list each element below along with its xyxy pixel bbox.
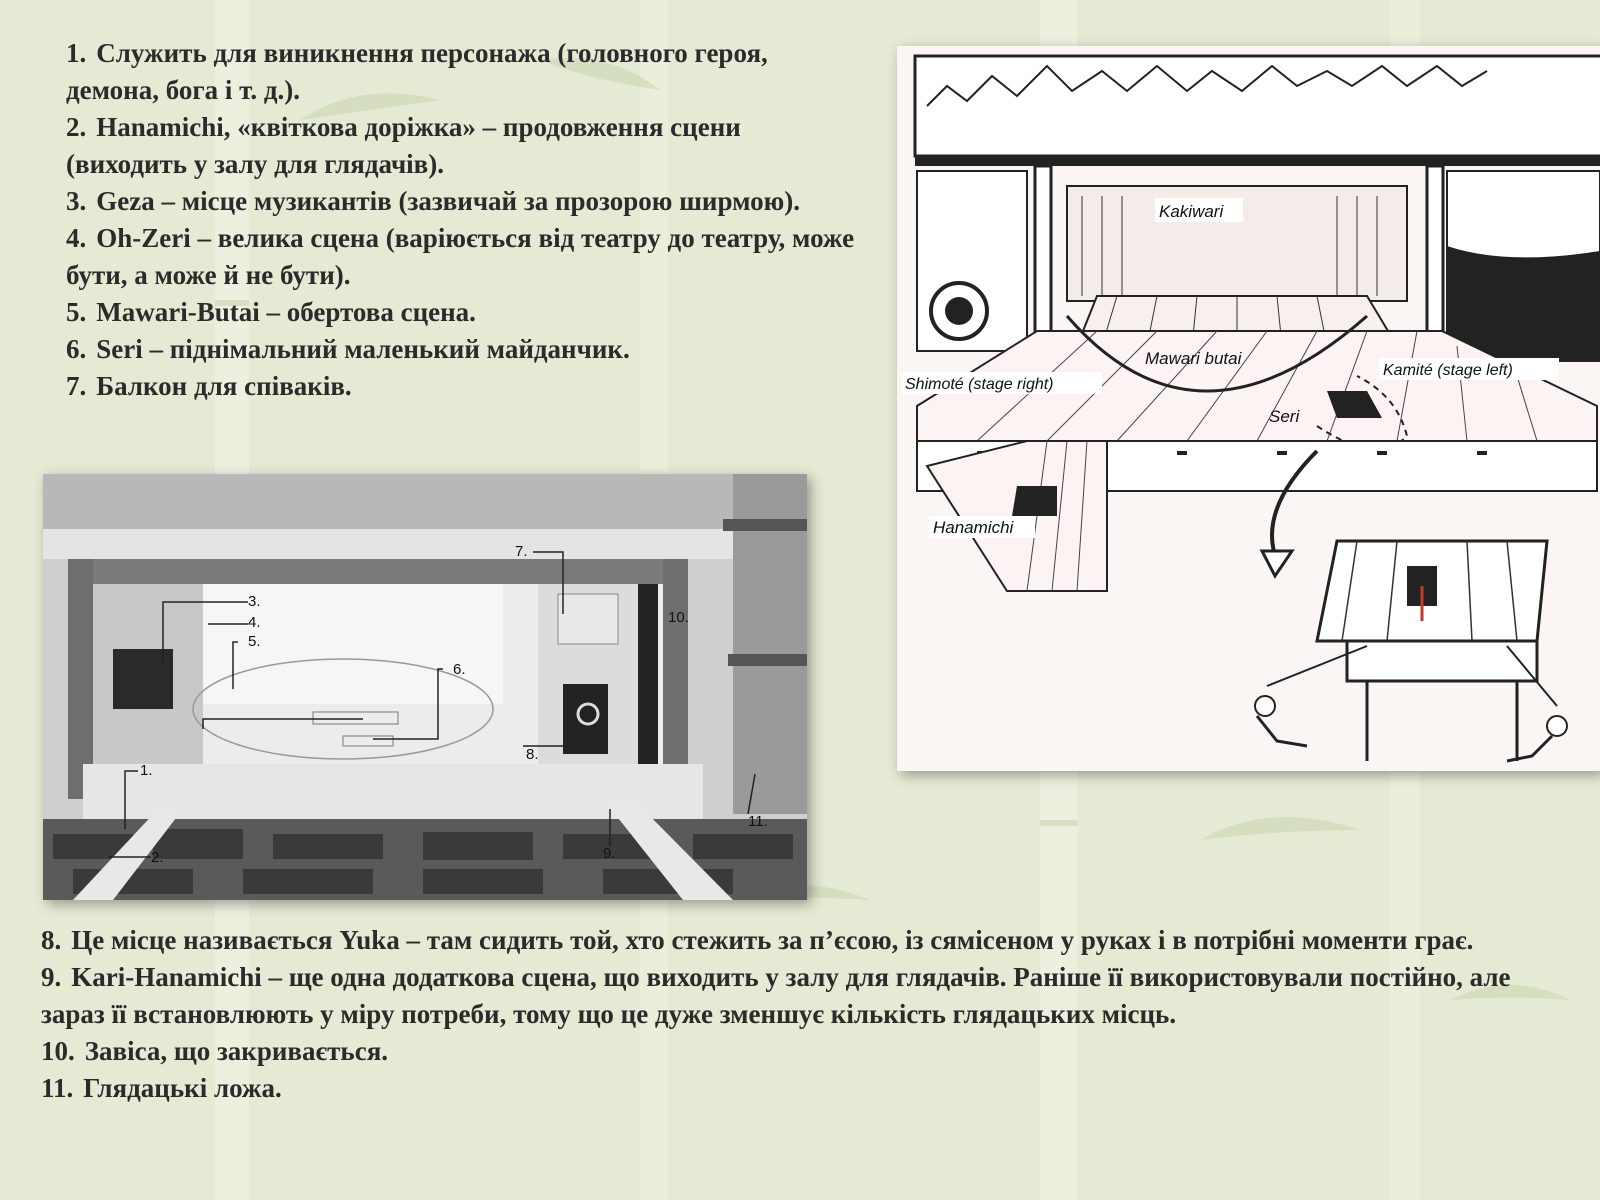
kabuki-stage-illustration [897,46,1600,771]
list-item-9: 9. Kari-Hanamichi – ще одна додаткова сцена, що виходить у залу для глядачів. Раніше її використовували постійно, але зараз її встановлюють у міру потреби, тому що це дуже зменшує кількість глядацьких місць. [41,962,1511,1029]
kamite-label: Kamité (stage left) [1383,362,1513,379]
theater-interior-photo [43,474,807,900]
stage-drawing-svg [897,46,1600,771]
list-item-2: 2. Hanamichi, «квіткова доріжка» – продовження сцени (виходить у залу для глядачів). [66,112,741,179]
callout-5: 5. [248,633,261,650]
callout-6: 6. [453,661,466,678]
kakiwari-label: Kakiwari [1159,202,1224,221]
hanamichi-label: Hanamichi [933,518,1014,537]
callout-1: 1. [140,762,153,779]
callout-10: 10. [668,609,689,626]
callout-11: 11. [748,813,768,830]
callout-4: 4. [248,614,261,631]
list-item-11: 11. Глядацькі ложа. [41,1073,282,1103]
list-item-1: 1. Служить для виникнення персонажа (головного героя, демона, бога і т. д.). [66,38,768,105]
callout-7: 7. [515,543,528,560]
list-item-4: 4. Oh-Zeri – велика сцена (варіюється від театру до театру, може бути, а може й не бути). [66,223,855,290]
list-item-5: 5. Mawari-Butai – обертова сцена. [66,297,476,327]
top-definition-list [66,35,866,405]
shimote-label: Shimoté (stage right) [905,376,1054,393]
theater-photo-svg [43,474,807,900]
list-item-8: 8. Це місце називається Yuka – там сидить той, хто стежить за п’єсою, із сямісеном у руках і в потрібні моменти грає. [41,925,1474,955]
seri-label: Seri [1269,407,1300,426]
list-item-3: 3. Geza – місце музикантів (зазвичай за прозорою ширмою). [66,186,800,216]
bottom-definition-list [41,922,1561,1107]
callout-8: 8. [526,746,539,763]
callout-2: 2. [151,849,164,866]
list-item-7: 7. Балкон для співаків. [66,371,352,401]
list-item-10: 10. Завіса, що закривається. [41,1036,389,1066]
list-item-6: 6. Seri – піднімальний маленький майданчик. [66,334,630,364]
callout-9: 9. [603,845,616,862]
callout-3: 3. [248,593,261,610]
mawari-butai-label: Mawari butai [1145,349,1242,368]
